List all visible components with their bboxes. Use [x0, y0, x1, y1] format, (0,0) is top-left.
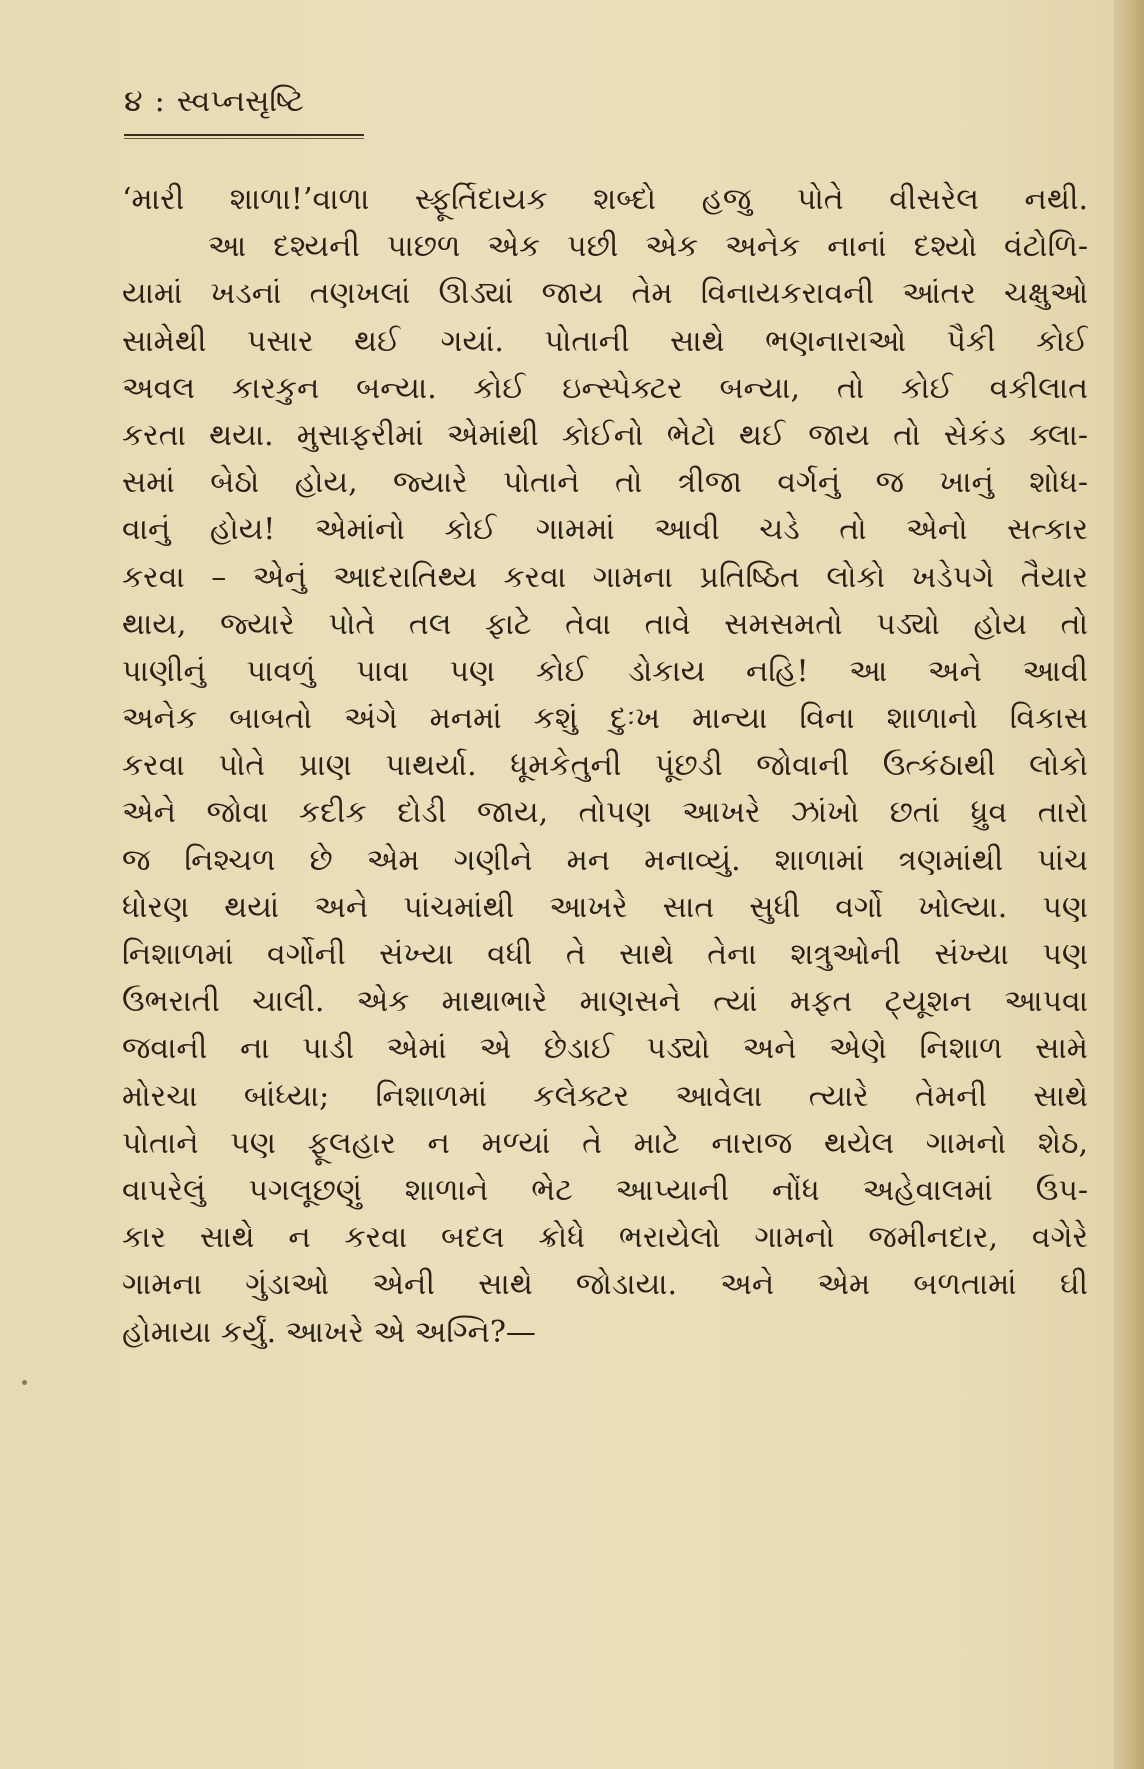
page-edge: [1114, 0, 1144, 1769]
margin-speck: [22, 1380, 27, 1385]
text-line: સમાં બેઠો હોય, જ્યારે પોતાને તો ત્રીજા વર્ગનું જ ખાનું શોધ-: [122, 465, 1088, 501]
text-line: યામાં ખડનાં તણખલાં ઊડ્યાં જાય તેમ વિનાયકરાવની આંતર ચક્ષુઓ: [122, 276, 1088, 312]
text-line: વાપરેલું પગલૂછણું શાળાને ભેટ આપ્યાની નોંધ અહેવાલમાં ઉપ-: [122, 1172, 1088, 1208]
text-line: જ નિશ્ચળ છે એમ ગણીને મન મનાવ્યું. શાળામાં ત્રણમાંથી પાંચ: [122, 842, 1088, 878]
text-line: પાણીનું પાવળું પાવા પણ કોઈ ડોકાય નહિ! આ અને આવી: [122, 653, 1088, 689]
text-line: અવલ કારકુન બન્યા. કોઈ ઇન્સ્પેક્ટર બન્યા, તો કોઈ વકીલાત: [122, 370, 1088, 406]
page-header: [124, 84, 304, 119]
header-separator: :: [154, 84, 165, 119]
text-line: કરતા થયા. મુસાફરીમાં એમાંથી કોઈનો ભેટો થઈ જાય તો સેકંડ ક્લા-: [122, 417, 1088, 453]
text-line: ધોરણ થયાં અને પાંચમાંથી આખરે સાત સુધી વર્ગો ખોલ્યા. પણ: [122, 889, 1088, 925]
text-line: મોરચા બાંધ્યા; નિશાળમાં કલેક્ટર આવેલા ત્યારે તેમની સાથે: [122, 1078, 1088, 1114]
text-line: હોમાયા કર્યું. આખરે એ અગ્નિ?—: [122, 1314, 536, 1350]
text-line: અનેક બાબતો અંગે મનમાં કશું દુઃખ માન્યા વિના શાળાનો વિકાસ: [122, 701, 1088, 737]
text-line: જવાની ના પાડી એમાં એ છેડાઈ પડ્યો અને એણે નિશાળ સામે: [122, 1031, 1088, 1067]
page-number: ૪: [124, 84, 143, 119]
text-line: પોતાને પણ ફૂલહાર ન મળ્યાં તે માટે નારાજ થયેલ ગામનો શેઠ,: [122, 1125, 1088, 1161]
text-line: કાર સાથે ન કરવા બદલ ક્રોધે ભરાયેલો ગામનો જમીનદાર, વગેરે: [122, 1220, 1088, 1256]
header-underline: [124, 134, 364, 136]
text-line: થાય, જ્યારે પોતે તલ ફાટે તેવા તાવે સમસમતો પડ્યો હોય તો: [122, 606, 1088, 642]
text-line: આ દશ્યની પાછળ એક પછી એક અનેક નાનાં દશ્યો વંટોળિ-: [208, 229, 1088, 265]
text-line: કરવા પોતે પ્રાણ પાથર્યા. ધૂમકેતુની પૂંછડી જોવાની ઉત્કંઠાથી લોકો: [122, 748, 1088, 784]
text-line: ‘મારી શાળા!’વાળા સ્ફૂર્તિદાયક શબ્દો હજુ પોતે વીસરેલ નથી.: [122, 182, 1088, 217]
chapter-title: સ્વપ્નસૃષ્ટિ: [176, 84, 304, 119]
text-line: વાનું હોય! એમાંનો કોઈ ગામમાં આવી ચડે તો એનો સત્કાર: [122, 512, 1088, 548]
text-line: ગામના ગુંડાઓ એની સાથે જોડાયા. અને એમ બળતામાં ઘી: [122, 1267, 1088, 1303]
body-text: [122, 176, 1088, 1356]
text-line: નિશાળમાં વર્ગોની સંખ્યા વધી તે સાથે તેના શત્રુઓની સંખ્યા પણ: [122, 937, 1088, 972]
text-line: કરવા – એનું આદરાતિથ્ય કરવા ગામના પ્રતિષ્ઠિત લોકો ખડેપગે તૈયાર: [122, 559, 1088, 595]
text-line: એને જોવા કદીક દોડી જાય, તોપણ આખરે ઝાંખો છતાં ધ્રુવ તારો: [122, 795, 1088, 831]
text-line: ઉભરાતી ચાલી. એક માથાભારે માણસને ત્યાં મફત ટ્યૂશન આપવા: [122, 984, 1088, 1020]
text-line: સામેથી પસાર થઈ ગયાં. પોતાની સાથે ભણનારાઓ પૈકી કોઈ: [122, 323, 1088, 359]
